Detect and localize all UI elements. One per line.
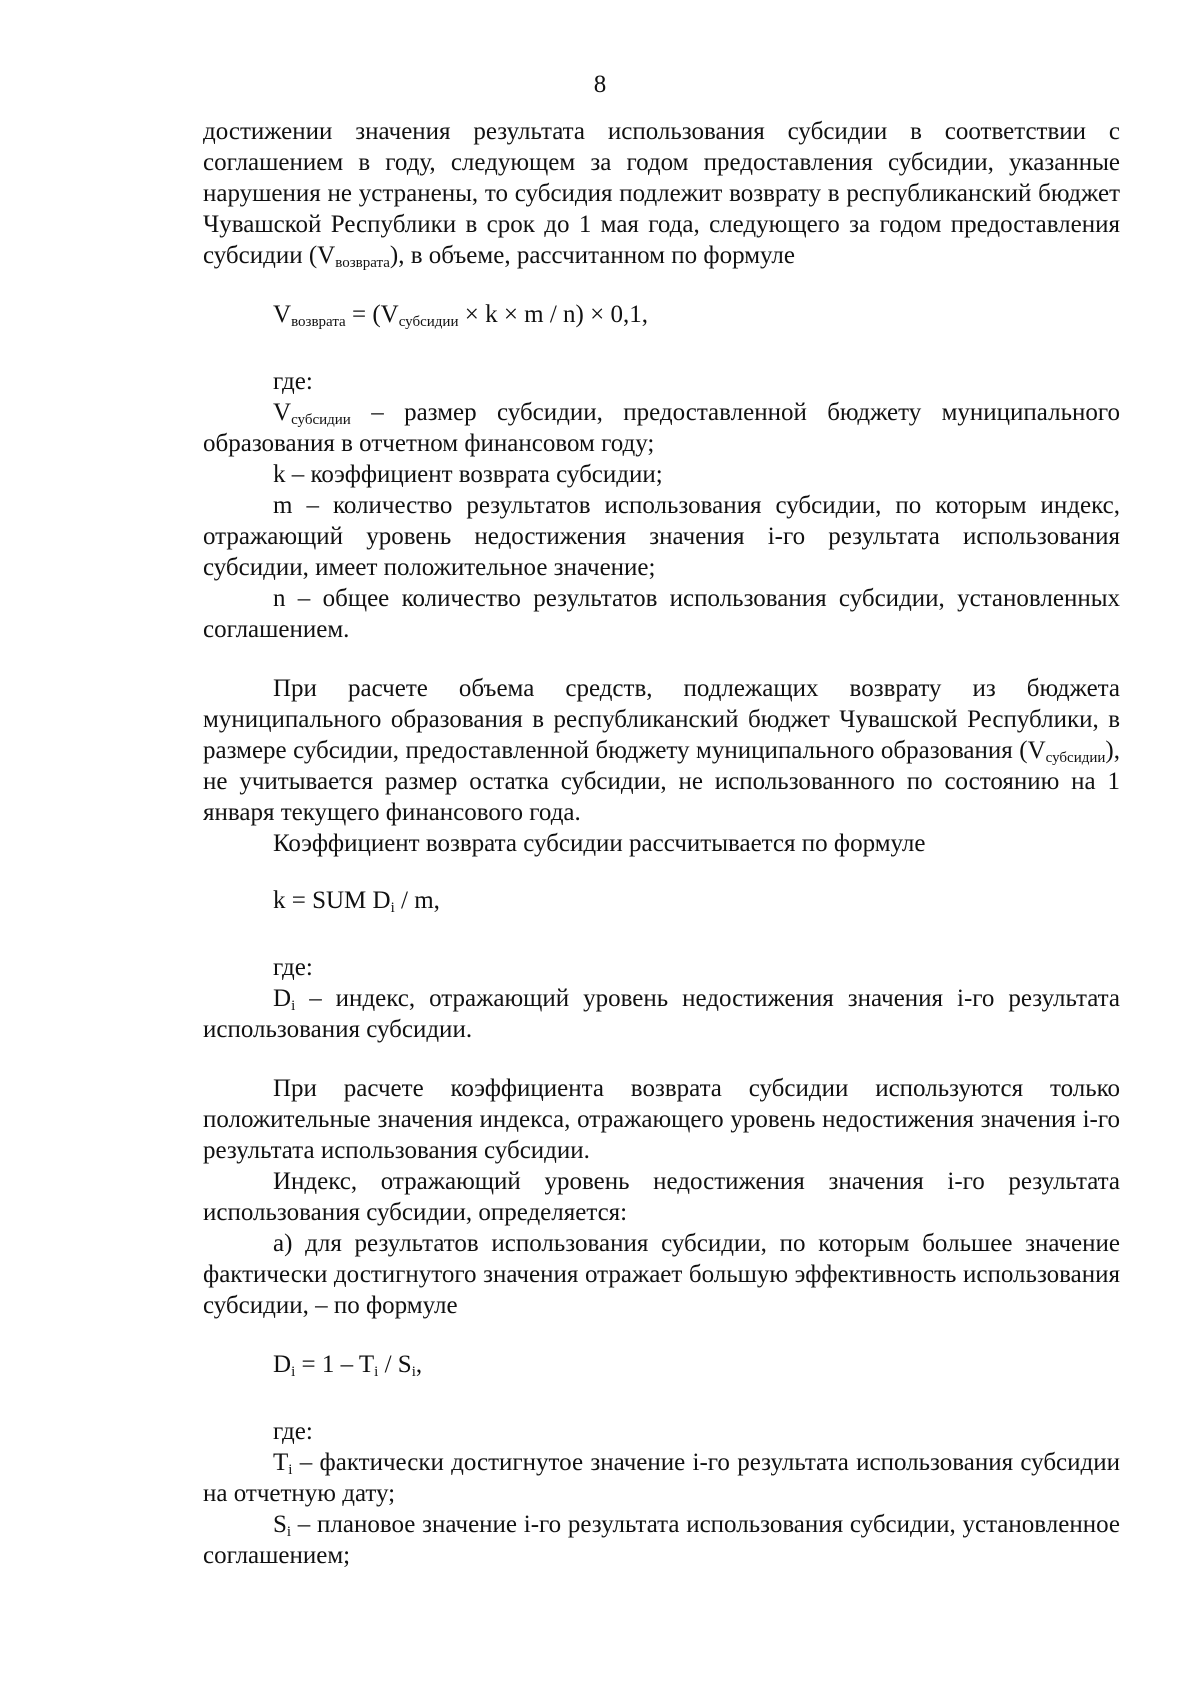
definition-text: – размер субсидии, предоставленной бюджету муниципального образования в отчетном финансовом году; [203, 399, 1120, 457]
formula-part: = (V [345, 301, 399, 328]
formula-part: V [273, 301, 292, 328]
subscript: i [288, 1462, 293, 1478]
definition-m: m – количество результатов использования субсидии, по которым индекс, отражающий уровень недостижения значения i-го результата использования субсидии, имеет положительное значение; [203, 492, 1120, 581]
paragraph-case-a: а) для результатов использования субсидии, по которым большее значение фактически достигнутого значения отражает большую эффективность использования субсидии, – по формуле [203, 1230, 1120, 1319]
subscript: i [291, 998, 296, 1014]
symbol: D [273, 985, 292, 1012]
definition-k: k – коэффициент возврата субсидии; [273, 461, 663, 488]
formula-index [203, 1349, 1120, 1380]
subscript: возврата [335, 255, 390, 271]
formula-part: = 1 – T [295, 1351, 375, 1378]
definition-n: n – общее количество результатов использования субсидии, установленных соглашением. [203, 585, 1120, 643]
subscript: субсидии [291, 412, 351, 428]
definition-text: – индекс, отражающий уровень недостижения значения i-го результата использования субсидии. [203, 985, 1120, 1043]
subscript: i [374, 1364, 379, 1380]
definition-text: – фактически достигнутое значение i-го результата использования субсидии на отчетную дату; [203, 1449, 1120, 1507]
definition-si [203, 1509, 1120, 1571]
definition-v-subsidy [203, 397, 1120, 459]
definition-ti [203, 1447, 1120, 1509]
paragraph-intro [203, 116, 1120, 271]
paragraph-text: При расчете объема средств, подлежащих возврату из бюджета муниципального образования в республиканский бюджет Чувашской Республики, в размере субсидии, предоставленной бюджету муниципального образования (V [203, 675, 1120, 764]
document-body [203, 116, 1120, 1571]
paragraph-coefficient: Коэффициент возврата субсидии рассчитывается по формуле [273, 830, 926, 857]
symbol: S [273, 1511, 287, 1538]
where-label: где: [273, 954, 313, 981]
subscript: i [291, 1364, 296, 1380]
subscript: i [390, 900, 395, 916]
formula-part: k = SUM D [273, 887, 391, 914]
paragraph-text: достижении значения результата использования субсидии в соответствии с соглашением в году, следующем за годом предоставления субсидии, указанные нарушения не устранены, то субсидия подлежит возврату в республиканский бюджет Чувашской Республики в срок до 1 мая года, следующего за годом предоставления субсидии (V [203, 118, 1120, 269]
symbol: T [273, 1449, 289, 1476]
formula-part: / S [378, 1351, 412, 1378]
symbol: V [273, 399, 292, 426]
page-number: 8 [593, 71, 607, 98]
subscript: i [411, 1364, 416, 1380]
definition-di [203, 983, 1120, 1045]
formula-part: , [415, 1351, 423, 1378]
formula-part: / m, [394, 887, 440, 914]
subscript: субсидии [1045, 750, 1106, 766]
formula-part: D [273, 1351, 292, 1378]
paragraph-index-defined: Индекс, отражающий уровень недостижения значения i-го результата использования субсидии, определяется: [203, 1168, 1120, 1226]
paragraph-positive-values: При расчете коэффициента возврата субсидии используются только положительные значения индекса, отражающего уровень недостижения значения i-го результата использования субсидии. [203, 1075, 1120, 1164]
subscript: i [286, 1524, 292, 1540]
paragraph-text: ), не учитывается размер остатка субсидии, не использованного по состоянию на 1 января текущего финансового года. [203, 737, 1120, 826]
paragraph-text: ), в объеме, рассчитанном по формуле [389, 242, 795, 269]
formula-coefficient [203, 885, 1120, 916]
formula-return-volume [203, 299, 1120, 330]
subscript: субсидии [398, 314, 459, 330]
definition-text: – плановое значение i-го результата использования субсидии, установленное соглашением; [203, 1511, 1120, 1569]
where-label: где: [273, 368, 313, 395]
formula-part: × k × m / n) × 0,1, [458, 301, 648, 328]
where-label: где: [273, 1418, 313, 1445]
subscript: возврата [291, 314, 346, 330]
paragraph-calculation [203, 673, 1120, 828]
